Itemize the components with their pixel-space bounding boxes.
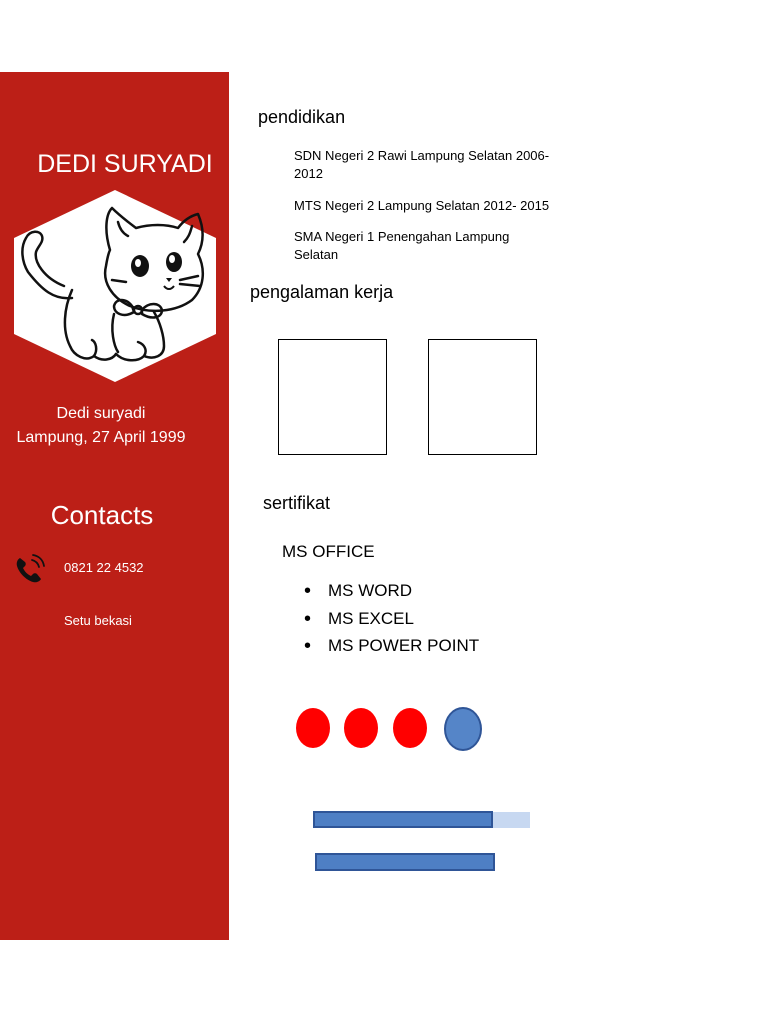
phone-icon xyxy=(14,553,46,585)
resume-name: DEDI SURYADI xyxy=(37,150,213,178)
certificate-item: • MS EXCEL xyxy=(304,608,479,636)
skill-bar-fill xyxy=(315,853,495,871)
education-item-1: SDN Negeri 2 Rawi Lampung Selatan 2006-2012 xyxy=(294,148,550,181)
person-name: Dedi suryadi xyxy=(56,405,146,422)
skill-dot-filled xyxy=(296,708,330,748)
certificate-heading xyxy=(259,493,330,514)
birth-info: Lampung, 27 April 1999 xyxy=(16,429,186,446)
experience-box-1 xyxy=(278,339,387,455)
education-item-3: SMA Negeri 1 Penengahan Lampung Selatan xyxy=(294,229,510,262)
contacts-title: Contacts xyxy=(50,500,154,530)
skill-dot-filled xyxy=(344,708,378,748)
education-item-2: MTS Negeri 2 Lampung Selatan 2012- 2015 xyxy=(294,198,550,213)
experience-box-2 xyxy=(428,339,537,455)
profile-photo xyxy=(14,190,216,382)
skill-dot-empty xyxy=(444,707,482,751)
certificate-item: • MS WORD xyxy=(304,580,479,608)
education-title: pendidikan xyxy=(258,107,346,127)
certificate-item: • MS POWER POINT xyxy=(304,635,479,663)
certificate-main: MS OFFICE xyxy=(282,542,375,561)
skill-dot-filled xyxy=(393,708,427,748)
phone-number: 0821 22 4532 xyxy=(64,560,144,575)
personal-info xyxy=(0,402,202,450)
address-text: Setu bekasi xyxy=(64,613,132,628)
experience-title: pengalaman kerja xyxy=(250,282,394,302)
certificate-list xyxy=(304,580,479,663)
experience-heading xyxy=(246,282,393,303)
certificate-title: sertifikat xyxy=(263,493,331,513)
education-heading xyxy=(254,107,345,128)
skill-bar-fill xyxy=(313,811,493,828)
